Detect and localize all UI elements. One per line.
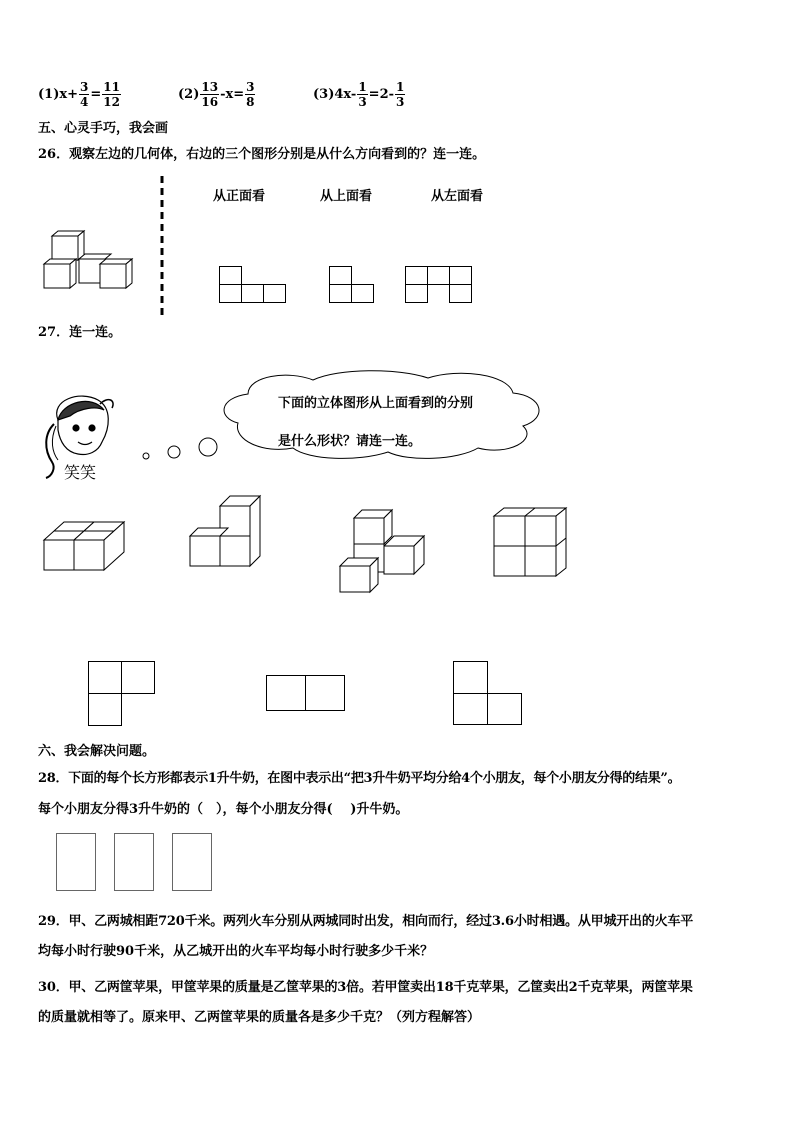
equation-3 xyxy=(313,80,406,109)
milk-rectangle-3 xyxy=(173,834,212,891)
milk-rectangle-1 xyxy=(57,834,96,891)
equation-2-fraction-a: $\frac{13}{16}$ xyxy=(201,80,219,109)
cloud-text-line-1: 下面的立体图形从上面看到的分别 xyxy=(278,396,474,411)
question-28-line-1: 28．下面的每个长方形都表示1升牛奶，在图中表示出“把3升牛奶平均分给4个小朋友，每个小朋友分得的结果”。 xyxy=(38,771,681,786)
question-30-line-2: 的质量就相等了。原来甲、乙两筐苹果的质量各是多少千克？（列方程解答） xyxy=(38,1010,481,1025)
q28-milk-rectangles[interactable] xyxy=(56,833,216,893)
question-29-line-1: 29．甲、乙两城相距720千米。两列火车分别从两城同时出发，相向而行，经过3.6小时相遇。从甲城开出的火车平 xyxy=(38,914,694,929)
q27-shape-2[interactable] xyxy=(266,675,348,713)
equation-2-fraction-b: $\frac{3}{8}$ xyxy=(246,80,255,109)
q27-shape-1[interactable] xyxy=(88,661,158,727)
equation-1-operator: = xyxy=(90,87,102,102)
q27-solid-4 xyxy=(492,506,572,578)
q26-divider xyxy=(160,176,164,316)
equation-3-fraction-b: $\frac{1}{3}$ xyxy=(396,80,405,109)
question-26-text: 26．观察左边的几何体，右边的三个图形分别是从什么方向看到的？连一连。 xyxy=(38,147,486,162)
q26-view-front-label: 从正面看 xyxy=(213,189,266,204)
cloud-text-line-2: 是什么形状？请连一连。 xyxy=(278,434,422,449)
q26-solid-figure xyxy=(40,228,150,293)
equation-1 xyxy=(38,80,122,109)
q26-shape-a[interactable] xyxy=(219,266,289,306)
equation-2-operator: -x= xyxy=(220,87,245,102)
q27-solid-3 xyxy=(338,506,433,596)
equation-3-operator: =2- xyxy=(368,87,395,102)
equation-2 xyxy=(178,80,256,109)
question-28-line-2: 每个小朋友分得3升牛奶的（ ），每个小朋友分得( )升牛奶。 xyxy=(38,802,409,817)
q26-view-top-label: 从上面看 xyxy=(320,189,373,204)
thought-cloud xyxy=(138,368,558,468)
q27-solid-1 xyxy=(42,514,132,574)
question-27-text: 27．连一连。 xyxy=(38,325,122,340)
section-6-title: 六、我会解决问题。 xyxy=(38,744,156,759)
q27-solid-2 xyxy=(188,494,268,574)
girl-xiaoxiao-illustration xyxy=(40,390,130,485)
q26-shape-c[interactable] xyxy=(405,266,475,306)
section-5-title: 五、心灵手巧，我会画 xyxy=(38,121,169,136)
equation-1-fraction-a: $\frac{3}{4}$ xyxy=(80,80,89,109)
q27-shape-3[interactable] xyxy=(453,661,525,727)
equation-3-label: (3)4x- xyxy=(313,87,357,102)
equation-3-fraction-a: $\frac{1}{3}$ xyxy=(358,80,367,109)
equation-1-label: (1)x+ xyxy=(38,87,78,102)
question-30-line-1: 30．甲、乙两筐苹果，甲筐苹果的质量是乙筐苹果的3倍。若甲筐卖出18千克苹果，乙筐卖出2千克苹果，两筐苹果 xyxy=(38,980,693,995)
milk-rectangle-2 xyxy=(115,834,154,891)
question-29-line-2: 均每小时行驶90千米，从乙城开出的火车平均每小时行驶多少千米？ xyxy=(38,944,434,959)
q26-view-left-label: 从左面看 xyxy=(431,189,484,204)
girl-name-label: 笑笑 xyxy=(63,463,97,482)
equation-1-fraction-b: $\frac{11}{12}$ xyxy=(103,80,120,109)
q26-shape-b[interactable] xyxy=(329,266,379,306)
equation-2-label: (2) xyxy=(178,87,200,102)
